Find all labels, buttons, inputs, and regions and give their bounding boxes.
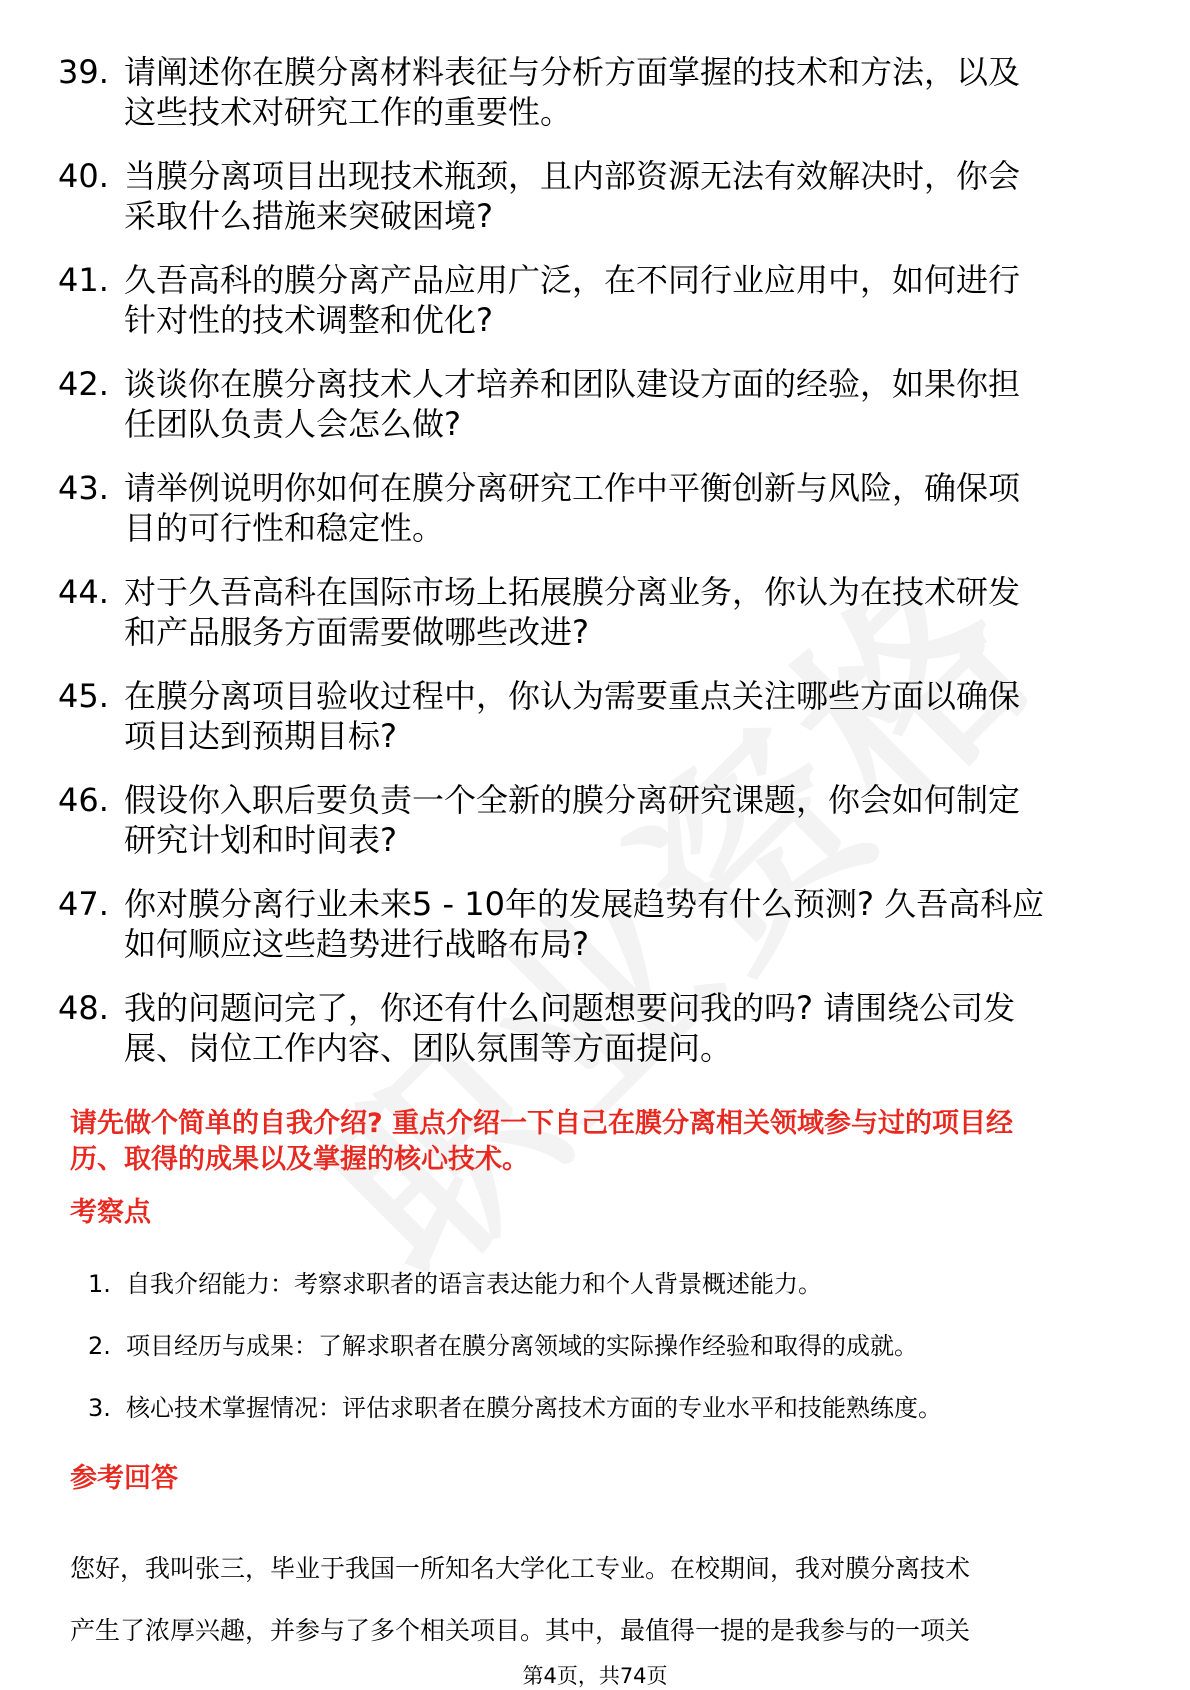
question-list — [58, 52, 1138, 1092]
question-line: 谈谈你在膜分离技术人才培养和团队建设方面的经验，如果你担 — [124, 365, 1021, 403]
question-line: 展、岗位工作内容、团队氛围等方面提问。 — [124, 1029, 733, 1067]
question-item — [58, 780, 1138, 860]
focus-point-list — [88, 1268, 1148, 1454]
question-number: 41. — [58, 261, 109, 299]
question-line: 目的可行性和稳定性。 — [124, 509, 445, 547]
focus-point-text: 自我介绍能力：考察求职者的语言表达能力和个人背景概述能力。 — [126, 1270, 822, 1298]
focus-point-number: 3. — [88, 1394, 111, 1422]
answer-line: 您好，我叫张三，毕业于我国一所知名大学化工专业。在校期间，我对膜分离技术 — [70, 1554, 971, 1583]
question-number: 48. — [58, 989, 109, 1027]
question-number: 47. — [58, 885, 109, 923]
featured-question — [70, 1106, 1120, 1178]
focus-point-item — [88, 1268, 1148, 1300]
featured-question-line: 请先做个简单的自我介绍? 重点介绍一下自己在膜分离相关领域参与过的项目经 — [70, 1108, 1014, 1139]
question-item — [58, 468, 1138, 548]
question-line: 和产品服务方面需要做哪些改进? — [124, 613, 589, 651]
question-number: 42. — [58, 365, 109, 403]
question-item — [58, 988, 1138, 1068]
question-number: 46. — [58, 781, 109, 819]
question-line: 假设你入职后要负责一个全新的膜分离研究课题，你会如何制定 — [124, 781, 1021, 819]
question-number: 43. — [58, 469, 109, 507]
question-line: 如何顺应这些趋势进行战略布局? — [124, 925, 589, 963]
question-item — [58, 676, 1138, 756]
question-line: 项目达到预期目标? — [124, 717, 397, 755]
page-footer: 第4页，共74页 — [522, 1664, 668, 1688]
question-number: 40. — [58, 157, 109, 195]
question-line: 请阐述你在膜分离材料表征与分析方面掌握的技术和方法，以及 — [124, 53, 1021, 91]
question-line: 研究计划和时间表? — [124, 821, 397, 859]
question-number: 44. — [58, 573, 109, 611]
question-line: 采取什么措施来突破困境? — [124, 197, 493, 235]
focus-point-number: 2. — [88, 1332, 111, 1360]
focus-point-text: 项目经历与成果：了解求职者在膜分离领域的实际操作经验和取得的成就。 — [126, 1332, 918, 1360]
question-number: 39. — [58, 53, 109, 91]
question-item — [58, 884, 1138, 964]
focus-point-item — [88, 1330, 1148, 1362]
question-item — [58, 572, 1138, 652]
question-item — [58, 156, 1138, 236]
question-line: 当膜分离项目出现技术瓶颈，且内部资源无法有效解决时，你会 — [124, 157, 1021, 195]
question-line: 任团队负责人会怎么做? — [124, 405, 461, 443]
question-line: 在膜分离项目验收过程中，你认为需要重点关注哪些方面以确保 — [124, 677, 1021, 715]
question-line: 久吾高科的膜分离产品应用广泛，在不同行业应用中，如何进行 — [124, 261, 1021, 299]
answer-line: 产生了浓厚兴趣，并参与了多个相关项目。其中，最值得一提的是我参与的一项关 — [70, 1616, 971, 1645]
question-line: 你对膜分离行业未来5 - 10年的发展趋势有什么预测? 久吾高科应 — [124, 885, 1045, 923]
question-line: 请举例说明你如何在膜分离研究工作中平衡创新与风险，确保项 — [124, 469, 1021, 507]
question-line: 对于久吾高科在国际市场上拓展膜分离业务，你认为在技术研发 — [124, 573, 1021, 611]
question-item — [58, 260, 1138, 340]
question-line: 我的问题问完了，你还有什么问题想要问我的吗? 请围绕公司发 — [124, 989, 1016, 1027]
question-line: 这些技术对研究工作的重要性。 — [124, 93, 573, 131]
question-item — [58, 364, 1138, 444]
answer-section-title: 参考回答 — [70, 1463, 178, 1494]
focus-point-text: 核心技术掌握情况：评估求职者在膜分离技术方面的专业水平和技能熟练度。 — [126, 1394, 942, 1422]
focus-point-number: 1. — [88, 1270, 111, 1298]
focus-point-item — [88, 1392, 1148, 1424]
question-line: 针对性的技术调整和优化? — [124, 301, 493, 339]
question-number: 45. — [58, 677, 109, 715]
question-item — [58, 52, 1138, 132]
answer-paragraph — [70, 1538, 1140, 1662]
featured-question-line: 历、取得的成果以及掌握的核心技术。 — [70, 1144, 529, 1175]
focus-section-title: 考察点 — [70, 1197, 151, 1228]
